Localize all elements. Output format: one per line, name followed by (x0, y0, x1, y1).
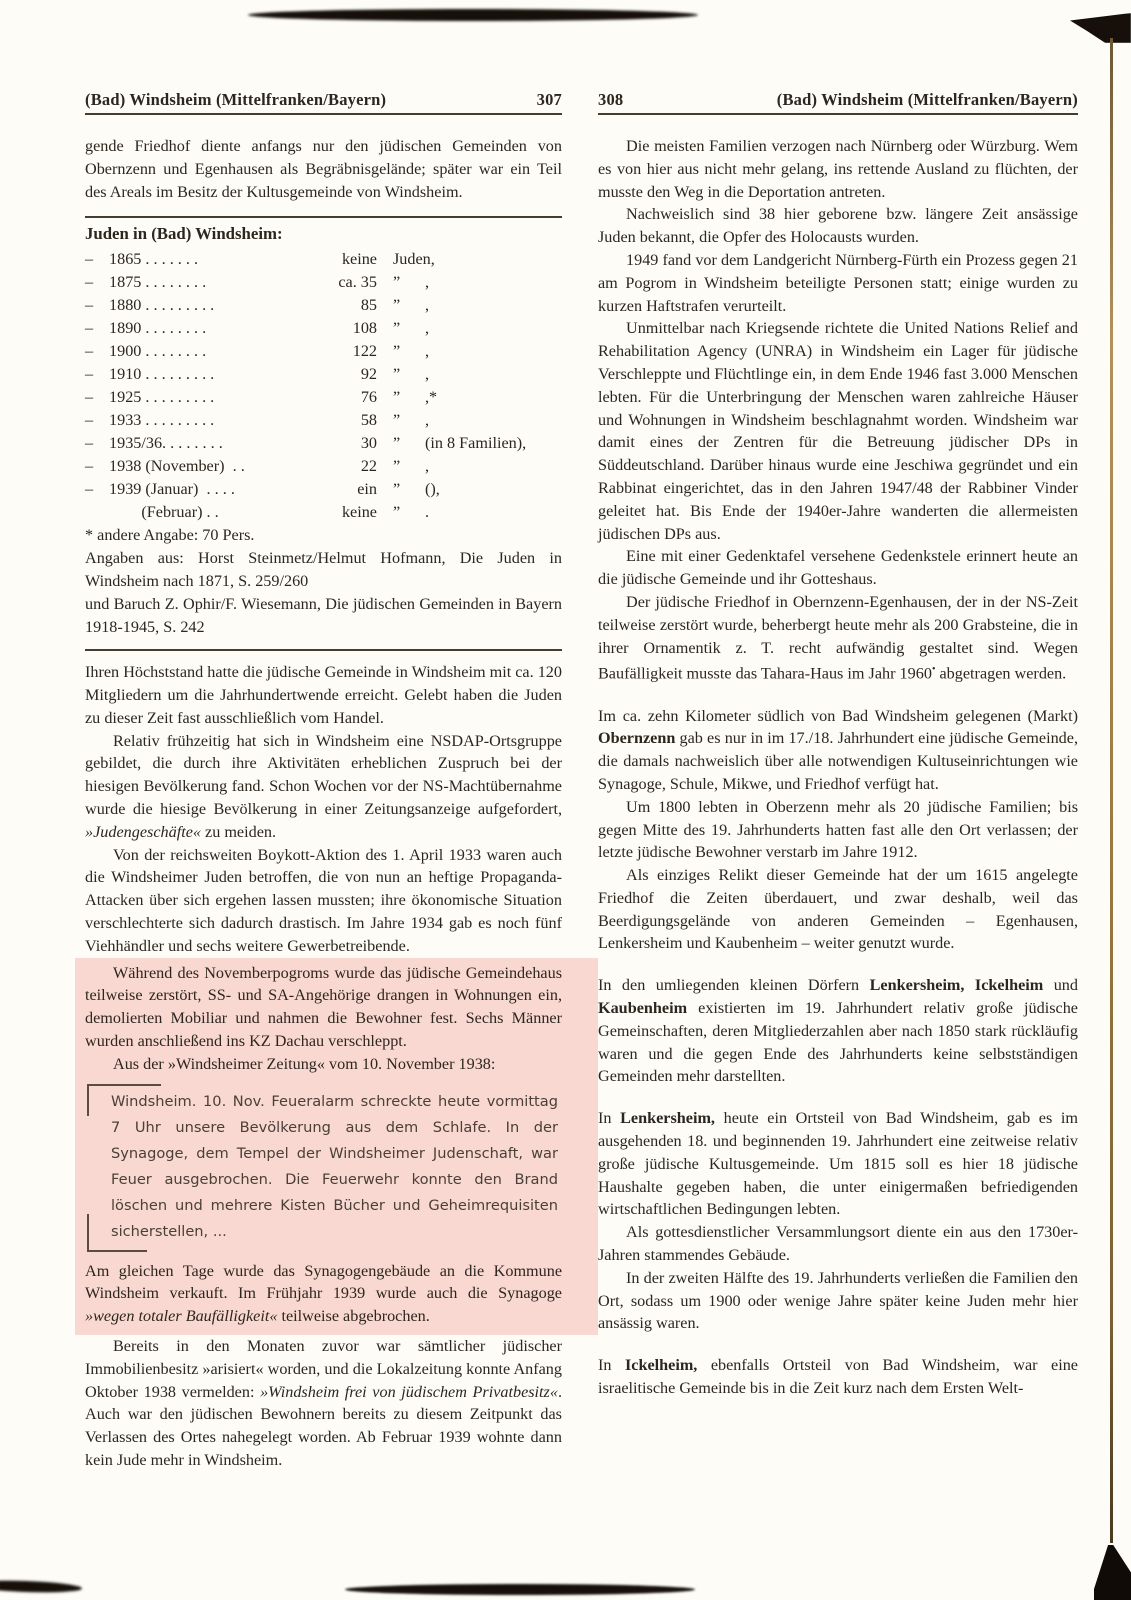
left-page-body (85, 135, 562, 1472)
table-row (85, 409, 562, 432)
left-page (85, 90, 562, 1472)
header-rule (85, 113, 562, 115)
t-extra: . (425, 503, 430, 522)
paragraph: Von der reichsweiten Boykott-Aktion des 1. April 1933 waren auch die Windsheimer Juden betroffen, die von nun an heftige Propaganda-Attacken über sich ergehen lassen mussten; ihre ökonomische Situation verschlechterte sich dadurch drastisch. Im Jahre 1934 gab es noch fünf Viehhändler und sechs weitere Gewerbetreibende. (85, 845, 562, 955)
paragraph: In den umliegenden kleinen Dörfern Lenkersheim, Ickelheim und Kaubenheim existierten im 19. Jahrhundert relativ große jüdische Gemeinschaften, deren Mitgliederzahlen aber nach 1850 stark rückläufig waren und die gegen Ende des Jahrhunderts keine selbstständigen Gemeinden mehr darstellten. (598, 976, 1078, 1086)
paragraph: Ihren Höchststand hatte die jüdische Gemeinde in Windsheim mit ca. 120 Mitgliedern um die Jahrhundertwende erreicht. Gelebt haben die Juden zu dieser Zeit fast ausschließlich vom Handel. (85, 663, 562, 727)
t-dash: – (85, 250, 94, 269)
t-dash: – (85, 388, 94, 407)
t-val: ein (357, 480, 377, 499)
t-label: 1900 . . . . . . . . (109, 342, 207, 361)
table-row (85, 432, 562, 455)
t-unit: ” (393, 480, 401, 499)
table-row (85, 248, 562, 271)
t-val: 22 (360, 457, 377, 476)
t-dash: – (85, 411, 94, 430)
t-unit: ” (393, 296, 401, 315)
t-label: 1933 . . . . . . . . . (109, 411, 215, 430)
t-label: (Februar) . . (109, 503, 219, 522)
t-extra: , (425, 411, 430, 430)
t-dash: – (85, 434, 94, 453)
t-extra (435, 248, 562, 271)
t-label: 1935/36. . . . . . . . (109, 434, 223, 453)
paragraph: Der jüdische Friedhof in Obernzenn-Egenhausen, der in der NS-Zeit teilweise zerstört wurde, beherbergt heute mehr als 200 Grabsteine, die in ihrer Ornamentik z. T. recht aufwändig gestaltet sind. Wegen Baufälligkeit musste das Tahara-Haus im Jahr 1960• abgetragen werden. (598, 592, 1078, 683)
t-val: 92 (360, 365, 377, 384)
left-page-number: 307 (536, 90, 562, 109)
paragraph: Im ca. zehn Kilometer südlich von Bad Windsheim gelegenen (Markt) Obernzenn gab es nur in im 17./18. Jahrhundert eine jüdische Gemeinde, die damals nachweislich über alle notwendigen Kultuseinrichtungen wie Synagoge, Schule, Mikwe, und Friedhof verfügt hat. (598, 706, 1078, 793)
paragraph: Als gottesdienstlicher Versammlungsort diente ein aus den 1730er-Jahren stammendes Gebäude. (598, 1223, 1078, 1265)
t-dash: – (85, 273, 94, 292)
table-footnote: * andere Angabe: 70 Pers. (85, 526, 255, 545)
paragraph: Eine mit einer Gedenktafel versehene Gedenkstele erinnert heute an die jüdische Gemeinde und ihr Gotteshaus. (598, 547, 1078, 589)
highlight-region (75, 958, 598, 1335)
t-extra: , (425, 365, 430, 384)
scan-artifact-bottom-shadow (345, 1584, 695, 1595)
t-extra: (in 8 Familien), (425, 434, 527, 453)
source-note: und Baruch Z. Ophir/F. Wiesemann, Die jüdischen Gemeinden in Bayern 1918-1945, S. 242 (85, 595, 562, 637)
t-extra: ,* (425, 388, 438, 407)
newspaper-quote: Windsheim. 10. Nov. Feueralarm schreckte heute vormittag 7 Uhr unsere Bevölkerung aus dem Schlafe. In der Synagoge, dem Tempel der Windsheimer Judenschaft, war Feuer ausgebrochen. Die Feuerwehr konnte den Brand löschen und mehrere Kisten Bücher und Geheimrequisiten sicherstellen, ... (95, 1089, 558, 1245)
t-unit: ” (393, 503, 401, 522)
paragraph: Unmittelbar nach Kriegsende richtete die United Nations Relief and Rehabilitation Agency (UNRA) in Windsheim ein Lager für jüdische Verschleppte und Flüchtlinge ein, in dem Ende 1946 fast 3.000 Menschen lebten. Für die Unterbringung der Menschen waren zahlreiche Häuser und Wohnungen in Windsheim beschlagnahmt worden. Windsheim war damit eines der Zentren für die Betreuung jüdischer DPs in Süddeutschland. Darüber hinaus wurde eine Jeschiwa gegründet und ein Rabbinat eingerichtet, das in den Jahren 1947/48 der Rabbiner Vinder geleitet hat. Bis Ende der 1940er-Jahre wanderten die allermeisten jüdischen DPs aus. (598, 319, 1078, 543)
paragraph: In der zweiten Hälfte des 19. Jahrhunderts verließen die Familien den Ort, sodass um 1900 oder wenige Jahre später keine Juden mehr hier ansässig waren. (598, 1268, 1078, 1333)
t-dash: – (85, 319, 94, 338)
left-page-header (85, 90, 562, 110)
t-label: 1939 (Januar) . . . . (109, 480, 235, 499)
paragraph: Die meisten Familien verzogen nach Nürnberg oder Würzburg. Wem es von hier aus nicht mehr gelang, ins rettende Ausland zu flüchten, der musste den Weg in die Deportation antreten. (598, 137, 1078, 201)
table-title: Juden in (Bad) Windsheim: (85, 224, 283, 244)
t-val: 58 (360, 411, 377, 430)
t-dash: – (85, 342, 94, 361)
paragraph: Während des Novemberpogroms wurde das jüdische Gemeindehaus teilweise zerstört, SS- und SA-Angehörige drangen in Wohnungen ein, demolierten Mobiliar und nahmen die Bewohner fest. Sechs Männer wurden anschließend ins KZ Dachau verschleppt. (85, 963, 562, 1050)
t-val: keine (341, 503, 377, 522)
table-row (85, 363, 562, 386)
t-unit: ” (393, 388, 401, 407)
scan-artifact-bottom-left-shadow (0, 1579, 82, 1594)
paragraph: Am gleichen Tage wurde das Synagogengebäude an die Kommune Windsheim verkauft. Im Frühjahr 1939 wurde auch die Synagoge »wegen totaler Baufälligkeit« teilweise abgebrochen. (85, 1261, 562, 1326)
t-extra: , (425, 319, 430, 338)
table-row (85, 455, 562, 478)
table-row (85, 294, 562, 317)
table-row (85, 501, 562, 524)
population-table (85, 216, 562, 651)
right-page-header (598, 90, 1078, 110)
t-val: 85 (360, 296, 377, 315)
table-row (85, 317, 562, 340)
t-unit: ” (393, 273, 401, 292)
scan-artifact-page-edge-line (1110, 38, 1113, 1543)
paragraph: Relativ frühzeitig hat sich in Windsheim eine NSDAP-Ortsgruppe gebildet, die durch ihre Aktivitäten erheblichen Zuspruch bei der hiesigen Bevölkerung fand. Schon Wochen vor der NS-Machtübernahme wurde die hiesige Bevölkerung in einer Zeitungsanzeige aufgefordert, »Judengeschäfte« zu meiden. (85, 731, 562, 841)
t-unit: ” (393, 319, 401, 338)
t-dash: – (85, 365, 94, 384)
table-row (85, 340, 562, 363)
t-val: 30 (360, 434, 377, 453)
t-dash: – (85, 296, 94, 315)
right-page-body (598, 135, 1078, 1400)
t-extra: (), (425, 480, 440, 499)
t-unit: ” (393, 342, 401, 361)
t-label: 1910 . . . . . . . . . (109, 365, 215, 384)
t-val: keine (341, 250, 377, 269)
t-val: ca. 35 (338, 273, 377, 292)
header-rule (598, 113, 1078, 115)
t-unit: ” (393, 457, 401, 476)
t-extra: , (425, 457, 430, 476)
t-label: 1865 . . . . . . . (109, 250, 199, 269)
paragraph: gende Friedhof diente anfangs nur den jüdischen Gemeinden von Obernzenn und Egenhausen als Begräbnisgelände; später war ein Teil des Areals im Besitz der Kultusgemeinde von Windsheim. (85, 137, 562, 201)
t-label: 1880 . . . . . . . . . (109, 296, 215, 315)
paragraph: Nachweislich sind 38 hier geborene bzw. längere Zeit ansässige Juden bekannt, die Opfer des Holocausts wurden. (598, 205, 1078, 247)
t-label: 1890 . . . . . . . . (109, 319, 207, 338)
left-header-title: (Bad) Windsheim (Mittelfranken/Bayern) (85, 90, 387, 109)
scan-artifact-top-shadow (248, 9, 698, 21)
t-label: 1925 . . . . . . . . . (109, 388, 215, 407)
paragraph: Bereits in den Monaten zuvor war sämtlicher jüdischer Immobilienbesitz »arisiert« worden, und die Lokalzeitung konnte Anfang Oktober 1938 vermelden: »Windsheim frei von jüdischem Privatbesitz«. Auch war den jüdischen Bewohnern bereits zu diesem Zeitpunkt das Verlassen des Ortes nahegelegt worden. Ab Februar 1939 wohnte dann kein Jude mehr in Windsheim. (85, 1336, 562, 1469)
scan-artifact-bottom-right-corner (1094, 1545, 1131, 1600)
paragraph: Als einziges Relikt dieser Gemeinde hat der um 1615 angelegte Friedhof die Zeiten überdauert, und zwar deshalb, weil das Beerdigungsgelände von anderen Gemeinden – Egenhausen, Lenkersheim und Kaubenheim – weiter genutzt wurde. (598, 866, 1078, 953)
t-dash: – (85, 457, 94, 476)
t-dash (85, 501, 109, 524)
left-paragraphs (85, 661, 562, 1472)
t-val: 76 (360, 388, 377, 407)
t-extra: , (425, 342, 430, 361)
t-label: 1875 . . . . . . . . (109, 273, 207, 292)
right-paragraphs (598, 135, 1078, 1400)
paragraph: 1949 fand vor dem Landgericht Nürnberg-Fürth ein Prozess gegen 21 am Pogrom in Windsheim beteiligte Personen statt; einige wurden zu kurzen Haftstrafen verurteilt. (598, 250, 1078, 315)
table-rows (85, 248, 562, 524)
t-unit: Juden, (393, 250, 435, 269)
paragraph: Um 1800 lebten in Oberzenn mehr als 20 jüdische Familien; bis gegen Mitte des 19. Jahrhunderts hatten fast alle den Ort verlassen; der letzte jüdische Bewohner verstarb im Jahre 1912. (598, 797, 1078, 862)
t-val: 108 (352, 319, 377, 338)
t-unit: ” (393, 365, 401, 384)
t-label: 1938 (November) . . (109, 457, 245, 476)
t-extra: , (425, 296, 430, 315)
right-page-number: 308 (598, 90, 624, 109)
paragraph: In Ickelheim, ebenfalls Ortsteil von Bad Windsheim, war eine israelitische Gemeinde bis in die Zeit kurz nach dem Ersten Welt- (598, 1356, 1078, 1398)
paragraph: In Lenkersheim, heute ein Ortsteil von Bad Windsheim, gab es im ausgehenden 18. und beginnenden 19. Jahrhundert eine zeitweise relativ große jüdische Kultusgemeinde. Um 1815 soll es hier 18 jüdische Haushalte gegeben haben, die unter einigermaßen befriedigenden wirtschaftlichen Bedingungen lebten. (598, 1109, 1078, 1219)
table-row (85, 271, 562, 294)
right-header-title: (Bad) Windsheim (Mittelfranken/Bayern) (776, 90, 1078, 109)
t-unit: ” (393, 434, 401, 453)
scan-artifact-top-right-corner (1070, 13, 1131, 43)
table-row (85, 478, 562, 501)
right-page (598, 90, 1078, 1400)
table-row (85, 386, 562, 409)
t-val: 122 (352, 342, 377, 361)
t-unit: ” (393, 411, 401, 430)
t-dash: – (85, 480, 94, 499)
t-extra: , (425, 273, 430, 292)
paragraph: Aus der »Windsheimer Zeitung« vom 10. November 1938: (113, 1054, 496, 1073)
source-note: Angaben aus: Horst Steinmetz/Helmut Hofmann, Die Juden in Windsheim nach 1871, S. 259/260 (85, 549, 562, 591)
